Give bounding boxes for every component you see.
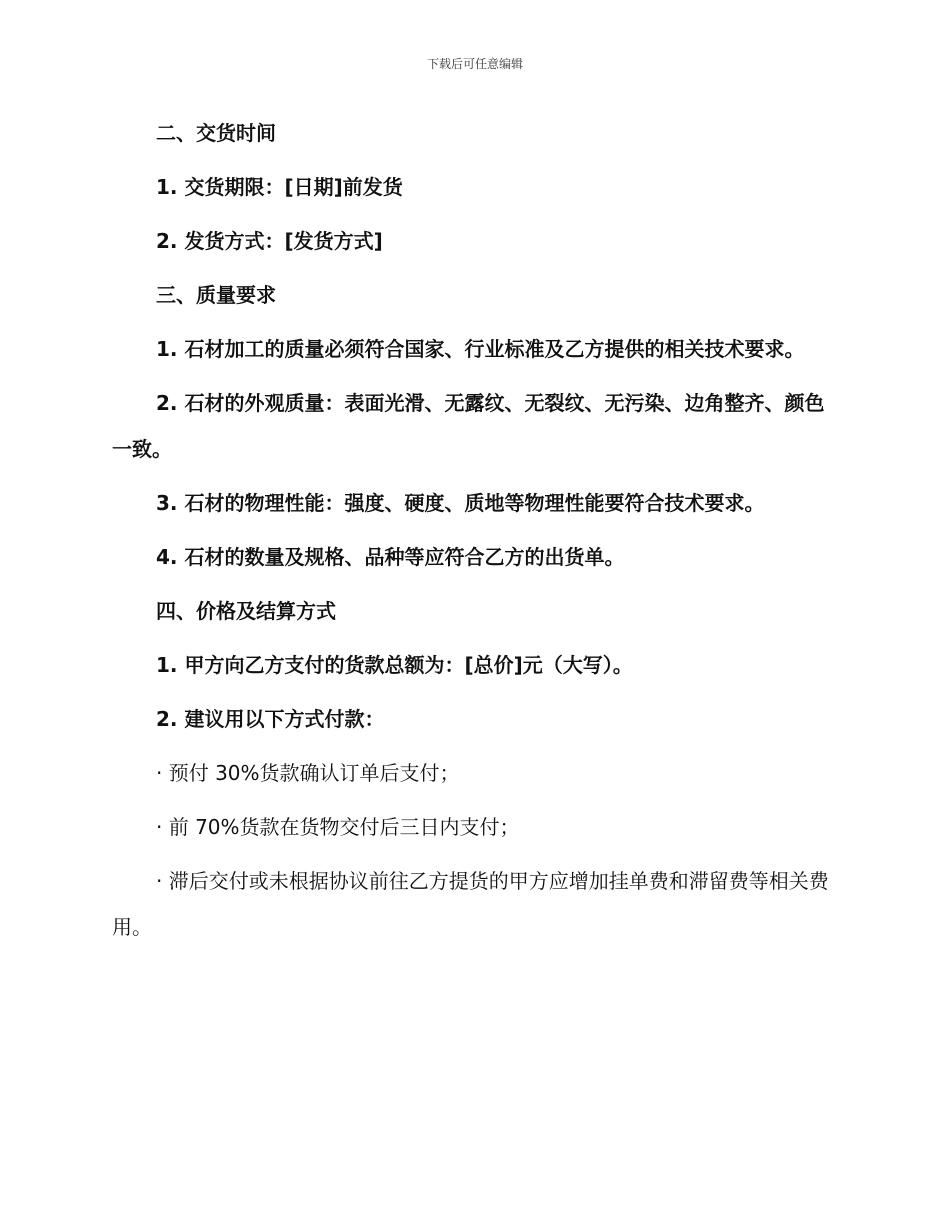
section-heading-price-settlement: 四、价格及结算方式 xyxy=(156,599,336,623)
physical-properties-paragraph: 3. 石材的物理性能：强度、硬度、质地等物理性能要符合技术要求。 xyxy=(156,491,765,515)
quantity-spec-paragraph: 4. 石材的数量及规格、品种等应符合乙方的出货单。 xyxy=(156,545,625,569)
list-item: · 前 70%货款在货物交付后三日内支付； xyxy=(156,815,520,839)
section-heading-quality: 三、质量要求 xyxy=(156,283,276,307)
delivery-deadline-paragraph: 1. 交货期限：[日期]前发货 xyxy=(156,175,403,199)
document-body xyxy=(112,110,830,958)
payment-method-paragraph: 2. 建议用以下方式付款： xyxy=(156,707,385,731)
quality-standard-paragraph: 1. 石材加工的质量必须符合国家、行业标准及乙方提供的相关技术要求。 xyxy=(156,337,805,361)
appearance-quality-paragraph: 2. 石材的外观质量：表面光滑、无露纹、无裂纹、无污染、边角整齐、颜色一致。 xyxy=(112,391,825,461)
shipping-method-paragraph: 2. 发货方式：[发货方式] xyxy=(156,229,383,253)
header-note: 下载后可任意编辑 xyxy=(426,57,523,71)
section-heading-delivery-time: 二、交货时间 xyxy=(156,121,276,145)
total-price-paragraph: 1. 甲方向乙方支付的货款总额为：[总价]元（大写）。 xyxy=(156,653,633,677)
list-item: · 滞后交付或未根据协议前往乙方提货的甲方应增加挂单费和滞留费等相关费用。 xyxy=(112,869,829,939)
list-item: · 预付 30%货款确认订单后支付； xyxy=(156,761,460,785)
